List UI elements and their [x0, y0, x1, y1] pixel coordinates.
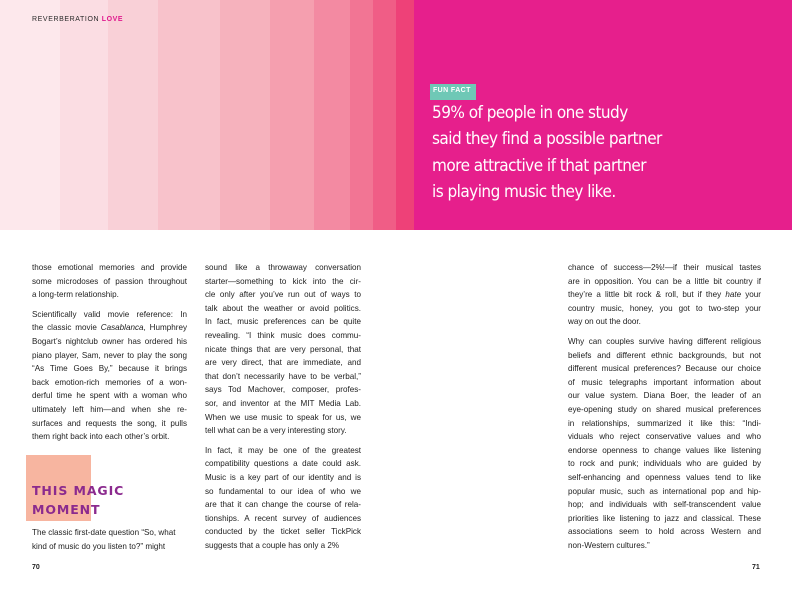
banner-stripe: [314, 0, 350, 230]
paragraph: [205, 261, 361, 438]
text-line: viduals who reject conservative values and who: [568, 432, 761, 442]
text-line: country music, honey, you got to two-step your: [568, 303, 761, 313]
text-line: beliefs and different ethnic backgrounds, but not: [568, 350, 761, 360]
text-line: conducted by the ticket seller TickPick: [205, 527, 361, 537]
page-number-left: 70: [32, 564, 40, 571]
text-line: In fact, music preferences can be quite: [205, 317, 361, 327]
text-line: priorities like listening to jazz and classical. These: [568, 513, 761, 523]
text-line: those emotional memories and provide: [32, 263, 187, 272]
paragraph: [568, 261, 761, 329]
section-heading-line: THIS MAGIC: [32, 483, 125, 498]
text-line: are in opposition. You can be a little bit country if: [568, 276, 761, 286]
text-line: cle only after you’ve run out of ways to: [205, 290, 361, 300]
text-line: chance of success—2%!—if their musical tastes: [568, 263, 761, 272]
paragraph: [205, 444, 361, 553]
paragraph: [32, 308, 187, 444]
text-line: Scientifically valid movie reference: In: [32, 309, 187, 319]
text-line: self-enhancing and openness values tend to like: [568, 472, 761, 482]
text-line: Why can couples survive having different religious: [568, 336, 761, 346]
text-line: ultimately left him—and when she re-: [32, 404, 187, 414]
text-line: they’re a little bit rock & roll, but if they hate your: [568, 290, 761, 300]
text-line: in relationships, summarized it like this: “Indi-: [568, 418, 761, 428]
text-line: are very direct, that are immediate, and: [205, 358, 361, 368]
text-line: tell what can be a very interesting story.: [205, 426, 347, 436]
banner-stripe: [373, 0, 396, 230]
banner-stripe: [0, 0, 60, 230]
text-line: The classic first-date question “So, what: [32, 528, 176, 537]
text-line: back emotion-rich memories of a won-: [32, 377, 187, 387]
running-head: [32, 16, 123, 23]
text-line: tionships. A recent survey of audiences: [205, 513, 361, 523]
text-line: kind of music do you listen to?” might: [32, 541, 166, 551]
text-line: a long-term relationship.: [32, 290, 119, 300]
text-line: that don’t necessarily have to be verbal,”: [205, 371, 361, 381]
text-line: suggests that a couple has only a 2%: [205, 540, 340, 550]
text-line: In fact, it may be one of the greatest: [205, 445, 361, 455]
left-page-column-1-continued: [32, 526, 187, 553]
banner-stripe: [396, 0, 414, 230]
banner-stripe: [108, 0, 158, 230]
text-line: piano player, Sam, never to play the song: [32, 350, 187, 360]
text-line: endorse openness to change values like listening: [568, 445, 761, 455]
text-line: eye-opening study on shared musical preferences: [568, 404, 761, 414]
banner-stripe: [60, 0, 108, 230]
text-line: our value system. Diana Boer, the leader of an: [568, 391, 761, 401]
paragraph: [568, 335, 761, 553]
fun-fact-line: 59% of people in one study: [432, 103, 628, 123]
text-line: some microdoses of passion throughout: [32, 276, 187, 286]
fun-fact-badge: FUN FACT: [430, 84, 476, 100]
text-line: derful time he spent with a woman who: [32, 391, 187, 401]
fun-fact-line: is playing music they like.: [432, 181, 616, 202]
text-line: different musical preferences? Because our choice: [568, 364, 761, 374]
text-line: sor, and inventor at the MIT Media Lab.: [205, 398, 361, 408]
page-number-right: 71: [752, 564, 760, 571]
text-line: talk about the weather or avoid politics.: [205, 303, 361, 313]
fun-fact-line: more attractive if that partner: [432, 155, 647, 176]
text-line: non-Western cultures.”: [568, 540, 650, 550]
running-head-accent: LOVE: [101, 16, 124, 23]
text-line: of music telegraphs important information about: [568, 377, 761, 387]
section-heading: [32, 481, 124, 519]
text-line: Bogart’s nightclub owner has ordered his: [32, 336, 187, 346]
text-line: says Tod Machover, composer, profes-: [205, 385, 361, 395]
text-line: so fundamental to our idea of who we: [205, 486, 361, 496]
text-line: surfaces and requests the song, it pulls: [32, 418, 187, 428]
banner-stripe: [158, 0, 220, 230]
paragraph: [32, 261, 187, 302]
text-line: hop; and individuals with self-transcendent value: [568, 500, 761, 510]
text-line: starter—something to kick into the cir-: [205, 276, 361, 286]
left-page-column-1: [32, 261, 187, 450]
running-head-title: REVERBERATION: [32, 16, 100, 23]
text-line: “As Time Goes By,” because it brings: [32, 364, 187, 374]
text-line: revealing. “I think music does commu-: [205, 330, 361, 340]
left-page-column-2: [205, 261, 361, 558]
text-line: When we use music to speak for us, we: [205, 412, 361, 422]
text-line: compatibility questions a date could ask.: [205, 459, 361, 469]
text-line: are that it can change the course of rela-: [205, 500, 361, 510]
fun-fact-text: [432, 100, 738, 205]
text-line: them right back into each other’s orbit.: [32, 432, 170, 442]
text-line: Music is a key part of our identity and is: [205, 472, 361, 482]
text-line: to rock and punk; individuals who are guided by: [568, 459, 761, 469]
text-line: nicate things that are very personal, that: [205, 344, 361, 354]
section-heading-line: MOMENT: [32, 502, 101, 517]
banner-stripe: [270, 0, 314, 230]
banner-stripe: [350, 0, 373, 230]
fun-fact-line: said they find a possible partner: [432, 129, 662, 150]
text-line: associations seem to hold across Western and: [568, 527, 761, 537]
text-line: sound like a throwaway conversation: [205, 263, 361, 272]
text-line: popular music, such as international pop and hip-: [568, 486, 761, 496]
banner-stripe: [220, 0, 270, 230]
text-line: the classic movie Casablanca, Humphrey: [32, 323, 187, 333]
text-line: way on out the door.: [568, 317, 641, 327]
right-page-column: [568, 261, 761, 558]
